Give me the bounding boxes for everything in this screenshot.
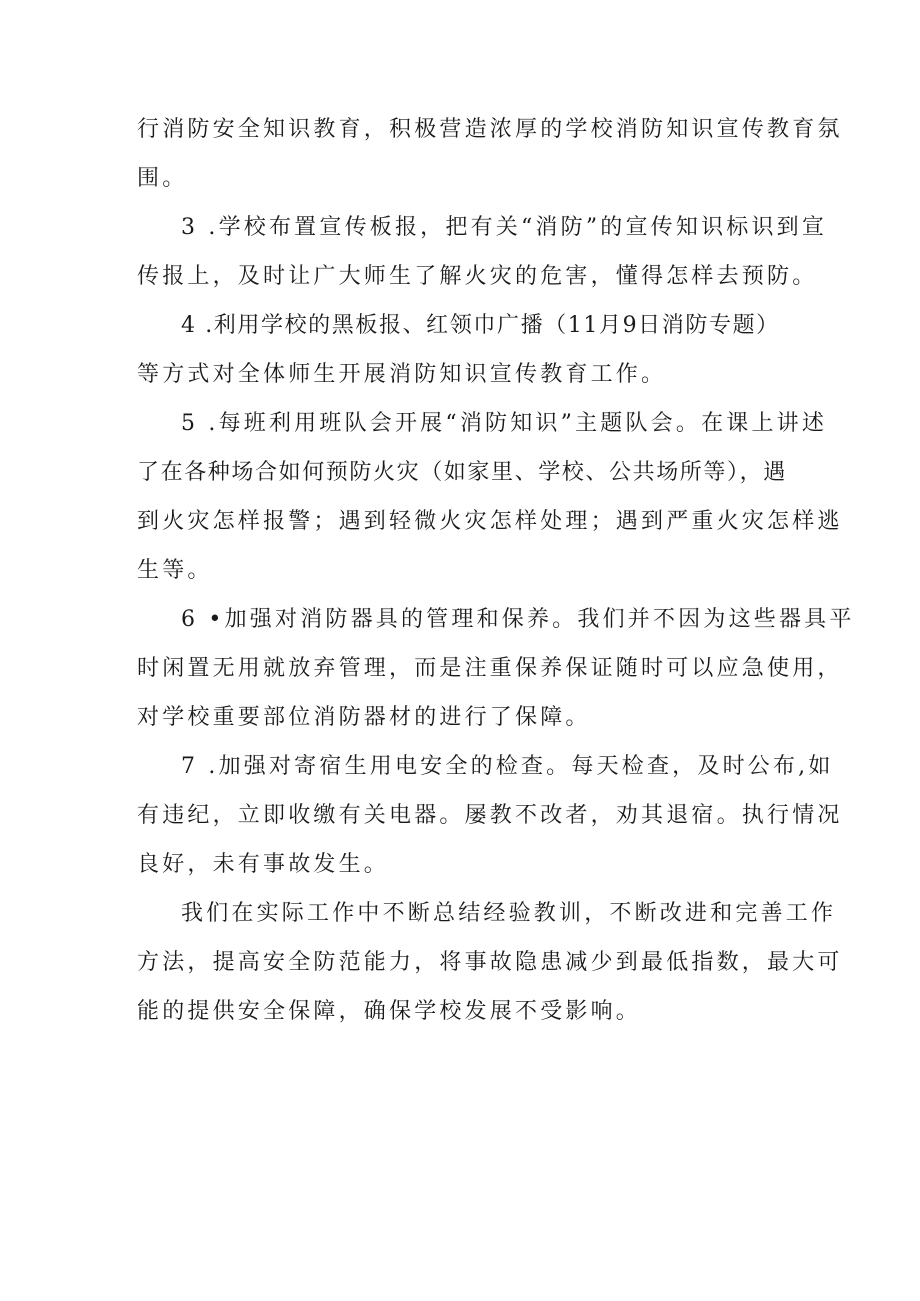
summary-paragraph-start: 我们在实际工作中不断总结经验教训，不断改进和完善工作 [181,901,837,926]
text-line: 良好，未有事故发生。 [137,852,390,877]
paragraph-3-start: 3 .学校布置宣传板报，把有关“消防”的宣传知识标识到宣 [181,215,828,240]
paragraph-4-start: 4 .利用学校的黑板报、红领巾广播（11月9日消防专题） [181,313,780,338]
text-line: 围。 [137,166,188,191]
text-line: 方法，提高安全防范能力，将事故隐患减少到最低指数，最大可 [137,950,843,975]
text-line: 对学校重要部位消防器材的进行了保障。 [137,705,591,730]
text-line: 到火灾怎样报警；遇到轻微火灾怎样处理；遇到严重火灾怎样逃 [137,509,843,534]
text-line: 了在各种场合如何预防火灾（如家里、学校、公共场所等），遇 [137,460,787,485]
text-line: 行消防安全知识教育，积极营造浓厚的学校消防知识宣传教育氛 [137,117,843,142]
text-line: 等方式对全体师生开展消防知识宣传教育工作。 [137,362,667,387]
text-line: 生等。 [137,558,213,583]
paragraph-6-start: 6 •加强对消防器具的管理和保养。我们并不因为这些器具平 [181,607,855,632]
text-line: 有违纪，立即收缴有关电器。屡教不改者，劝其退宿。执行情况 [137,803,843,828]
text-line: 能的提供安全保障，确保学校发展不受影响。 [137,999,642,1024]
paragraph-7-start: 7 .加强对寄宿生用电安全的检查。每天检查，及时公布,如 [181,754,834,779]
text-line: 传报上，及时让广大师生了解火灾的危害，懂得怎样去预防。 [137,264,818,289]
paragraph-5-start: 5 .每班利用班队会开展“消防知识”主题队会。在课上讲述 [181,411,828,436]
text-line: 时闲置无用就放弃管理，而是注重保养保证随时可以应急使用， [137,656,843,681]
